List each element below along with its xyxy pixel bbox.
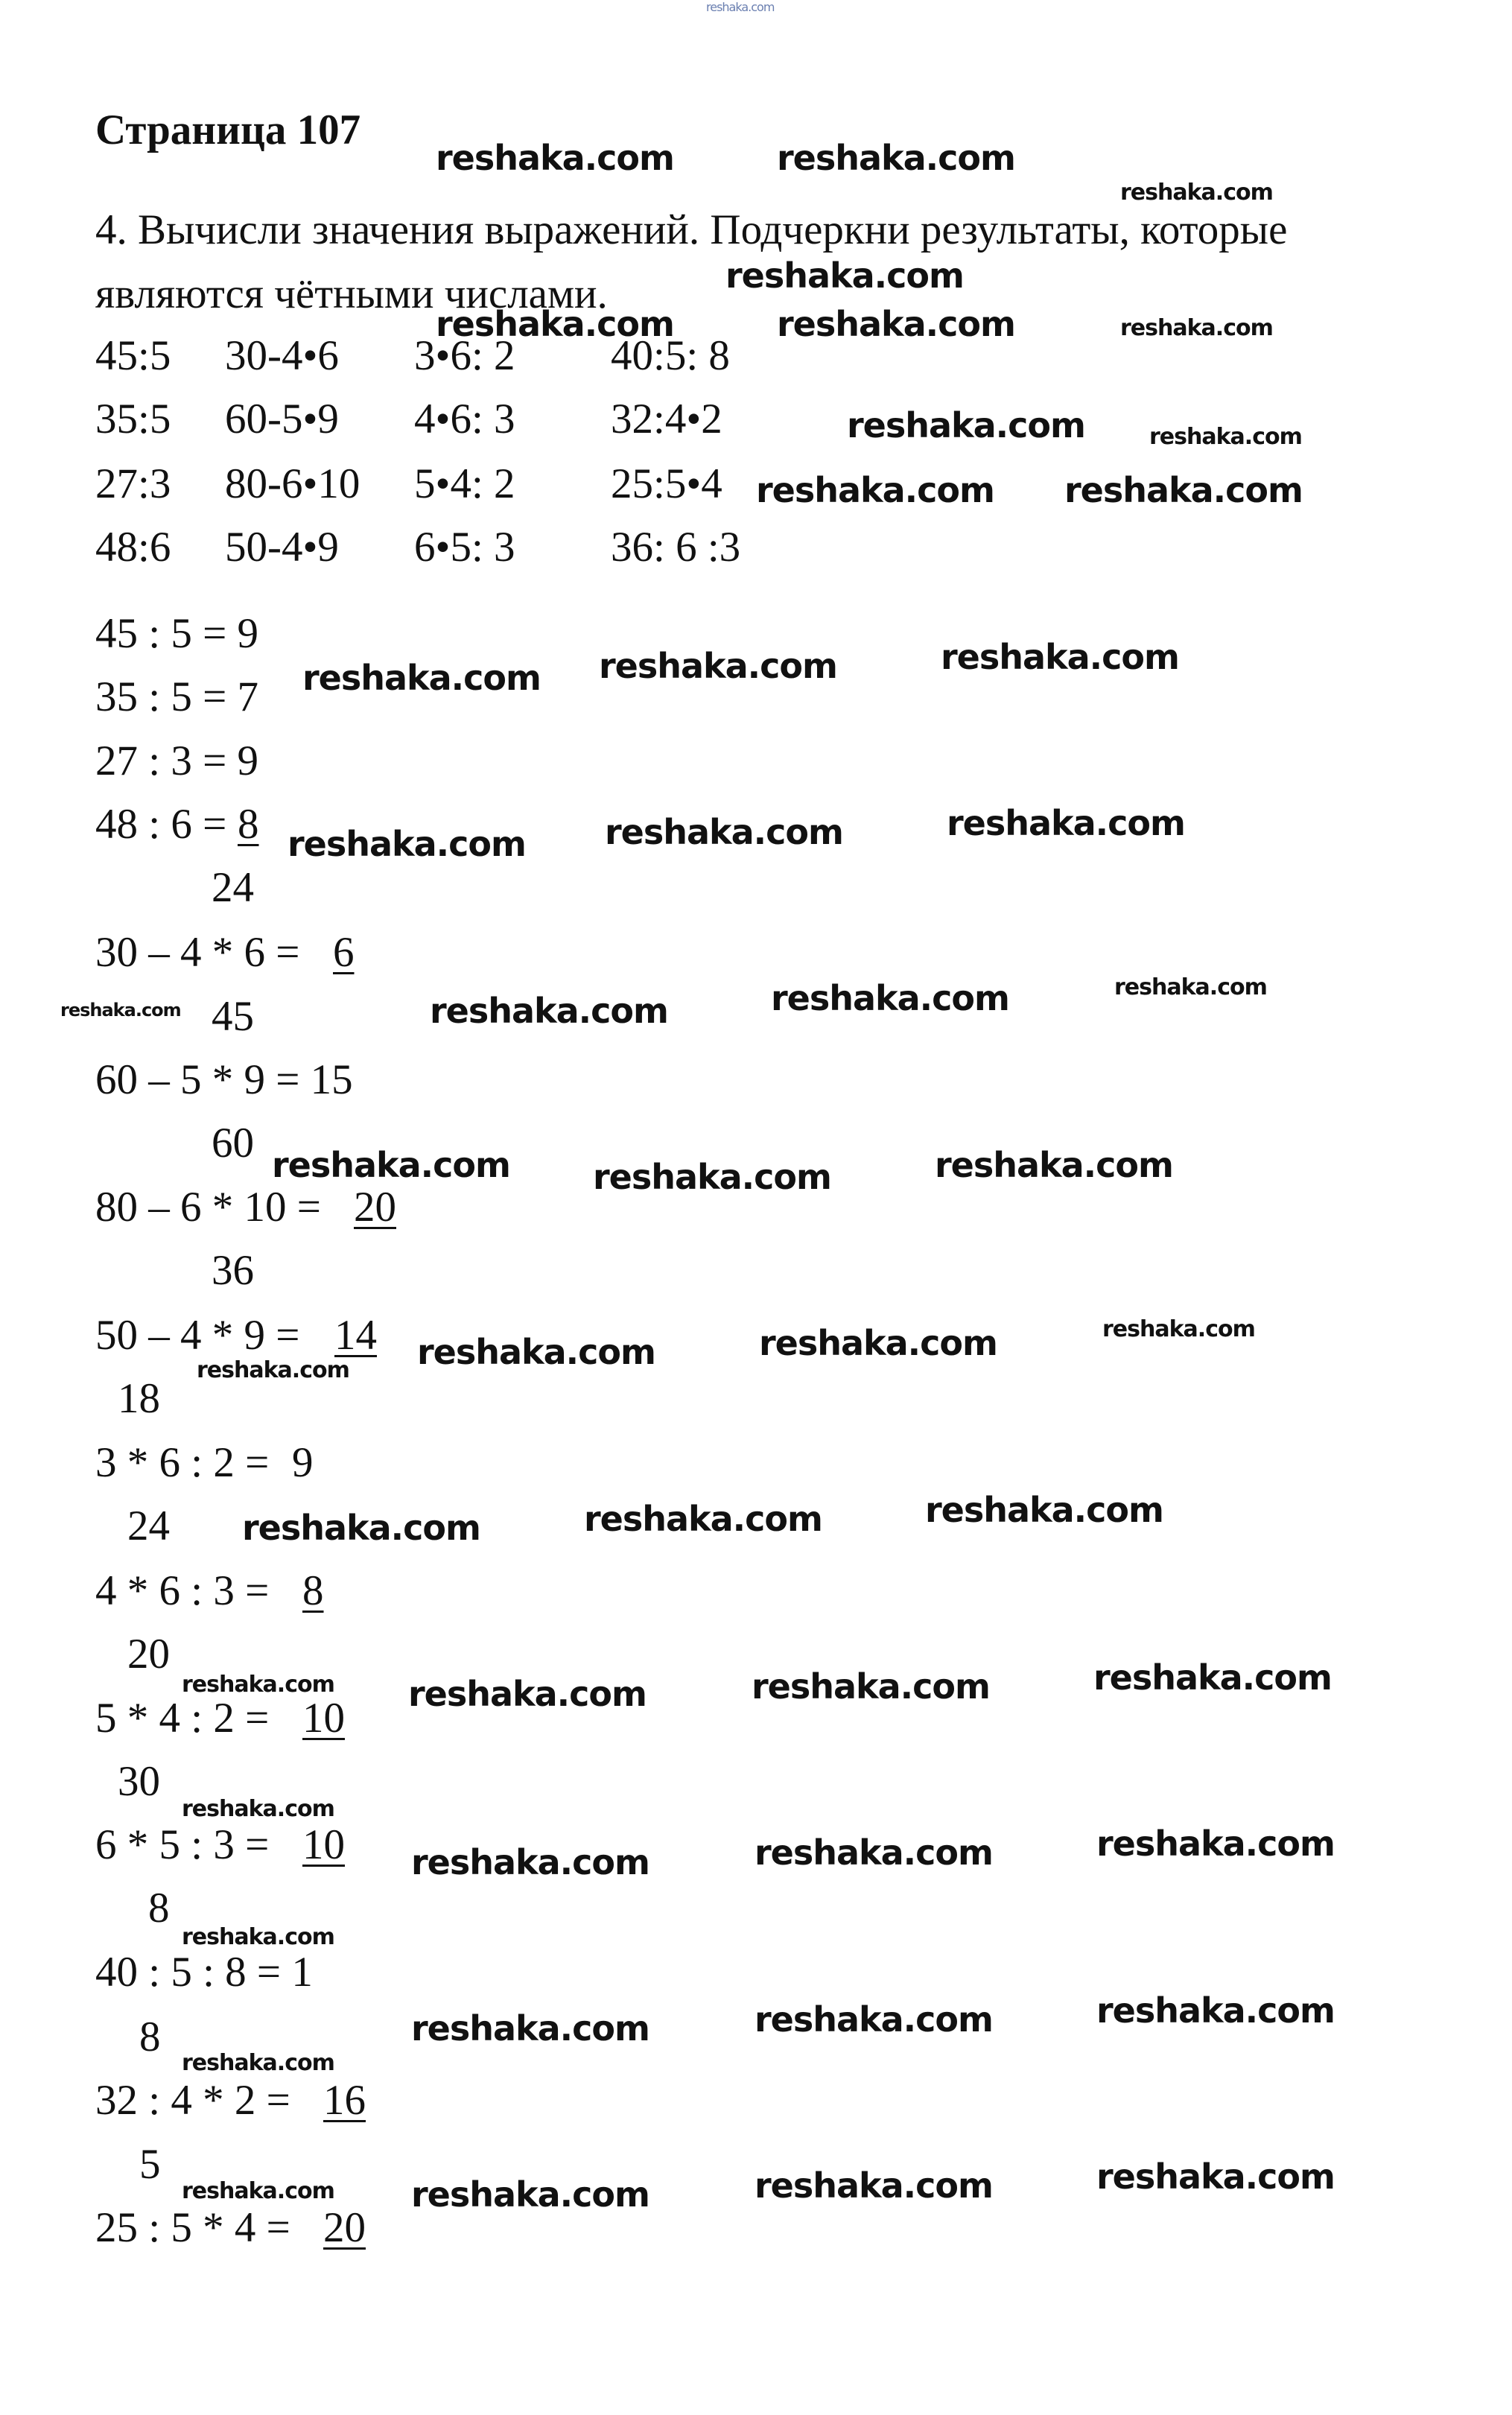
solution-expression: 5 * 4 : 2 = — [95, 1695, 280, 1742]
watermark-text: reshaka.com — [725, 256, 964, 296]
watermark-text: reshaka.com — [947, 803, 1185, 843]
watermark-text: reshaka.com — [1120, 180, 1273, 206]
watermark-text: reshaka.com — [411, 2008, 649, 2049]
watermark-text: reshaka.com — [759, 1323, 997, 1363]
watermark-text: reshaka.com — [706, 0, 775, 14]
watermark-text: reshaka.com — [777, 304, 1015, 344]
watermark-text: reshaka.com — [436, 304, 674, 344]
expression-cell: 25:5•4 — [611, 460, 722, 507]
solution-expression: 32 : 4 * 2 = — [95, 2077, 301, 2124]
underlined-answer: 6 — [333, 929, 355, 976]
intermediate-result: 36 — [212, 1247, 254, 1294]
underlined-answer: 20 — [354, 1184, 396, 1231]
watermark-text: reshaka.com — [1064, 470, 1303, 510]
solution-expression: 80 – 6 * 10 = — [95, 1184, 332, 1231]
watermark-text: reshaka.com — [182, 1672, 334, 1698]
watermark-text: reshaka.com — [847, 405, 1085, 445]
solution-expression: 6 * 5 : 3 = — [95, 1821, 280, 1868]
answer: 9 — [292, 1439, 314, 1486]
expression-cell: 40:5: 8 — [611, 332, 730, 379]
intermediate-result: 24 — [212, 864, 254, 911]
watermark-text: reshaka.com — [182, 1924, 334, 1950]
watermark-text: reshaka.com — [605, 812, 843, 852]
watermark-text: reshaka.com — [272, 1145, 510, 1185]
watermark-text: reshaka.com — [593, 1157, 831, 1197]
solution-expression: 35 : 5 = 7 — [95, 673, 258, 720]
task-text-line1: 4. Вычисли значения выражений. Подчеркни результаты, которые — [95, 206, 1288, 253]
expression-cell: 48:6 — [95, 524, 171, 571]
expression-cell: 60-5•9 — [225, 396, 339, 442]
watermark-text: reshaka.com — [411, 1842, 649, 1882]
watermark-text: reshaka.com — [755, 1999, 993, 2040]
expression-cell: 4•6: 3 — [414, 396, 515, 442]
watermark-text: reshaka.com — [599, 646, 837, 686]
watermark-text: reshaka.com — [752, 1666, 990, 1707]
watermark-text: reshaka.com — [182, 1796, 334, 1822]
task-text-line2: являются чётными числами. — [95, 270, 608, 317]
intermediate-result: 20 — [127, 1631, 170, 1678]
underlined-answer: 10 — [302, 1821, 345, 1868]
expression-cell: 50-4•9 — [225, 524, 339, 571]
expression-cell: 45:5 — [95, 332, 171, 379]
solution-expression: 30 – 4 * 6 = — [95, 929, 311, 976]
watermark-text: reshaka.com — [197, 1357, 349, 1383]
watermark-text: reshaka.com — [288, 824, 526, 864]
watermark-text: reshaka.com — [771, 978, 1009, 1018]
watermark-text: reshaka.com — [417, 1332, 655, 1372]
watermark-text: reshaka.com — [1096, 1990, 1335, 2031]
intermediate-result: 30 — [118, 1758, 160, 1805]
watermark-text: reshaka.com — [430, 991, 668, 1031]
underlined-answer: 8 — [238, 801, 259, 848]
watermark-text: reshaka.com — [302, 658, 541, 698]
watermark-text: reshaka.com — [1149, 424, 1302, 450]
intermediate-result: 8 — [148, 1885, 170, 1932]
watermark-text: reshaka.com — [1096, 2157, 1335, 2197]
solution-expression: 50 – 4 * 9 = — [95, 1312, 311, 1359]
watermark-text: reshaka.com — [182, 2178, 334, 2204]
underlined-answer: 8 — [302, 1567, 324, 1614]
expression-cell: 32:4•2 — [611, 396, 722, 442]
watermark-text: reshaka.com — [1114, 974, 1267, 1000]
expression-cell: 80-6•10 — [225, 460, 360, 507]
intermediate-result: 24 — [127, 1502, 170, 1549]
intermediate-result: 45 — [212, 993, 254, 1040]
solution-expression: 25 : 5 * 4 = — [95, 2204, 301, 2251]
watermark-text: reshaka.com — [436, 138, 674, 178]
solution-expression: 45 : 5 = 9 — [95, 610, 258, 657]
intermediate-result: 60 — [212, 1120, 254, 1167]
watermark-text: reshaka.com — [777, 138, 1015, 178]
expression-cell: 6•5: 3 — [414, 524, 515, 571]
watermark-text: reshaka.com — [182, 2050, 334, 2076]
solution-expression: 48 : 6 = — [95, 801, 238, 848]
watermark-text: reshaka.com — [411, 2174, 649, 2215]
expression-cell: 5•4: 2 — [414, 460, 515, 507]
underlined-answer: 16 — [323, 2077, 366, 2124]
watermark-text: reshaka.com — [408, 1674, 647, 1714]
watermark-text: reshaka.com — [242, 1508, 480, 1548]
solution-expression: 40 : 5 : 8 = 1 — [95, 1949, 313, 1996]
watermark-text: reshaka.com — [1102, 1316, 1255, 1342]
watermark-text: reshaka.com — [60, 1000, 181, 1021]
solution-expression: 27 : 3 = 9 — [95, 737, 258, 784]
page-title: Страница 107 — [95, 107, 361, 153]
watermark-text: reshaka.com — [1096, 1824, 1335, 1864]
expression-cell: 27:3 — [95, 460, 171, 507]
watermark-text: reshaka.com — [755, 2165, 993, 2206]
solution-expression: 4 * 6 : 3 = — [95, 1567, 280, 1614]
expression-cell: 30-4•6 — [225, 332, 339, 379]
watermark-text: reshaka.com — [941, 637, 1179, 677]
solution-expression: 3 * 6 : 2 = — [95, 1439, 280, 1486]
expression-cell: 35:5 — [95, 396, 171, 442]
watermark-text: reshaka.com — [756, 470, 994, 510]
watermark-text: reshaka.com — [1120, 315, 1273, 341]
underlined-answer: 20 — [323, 2204, 366, 2251]
underlined-answer: 14 — [334, 1312, 377, 1359]
watermark-text: reshaka.com — [925, 1490, 1163, 1530]
watermark-text: reshaka.com — [1093, 1657, 1332, 1698]
solution-expression: 60 – 5 * 9 = 15 — [95, 1056, 353, 1103]
intermediate-result: 5 — [139, 2141, 161, 2188]
underlined-answer: 10 — [302, 1695, 345, 1742]
intermediate-result: 8 — [139, 2013, 161, 2060]
watermark-text: reshaka.com — [584, 1499, 822, 1539]
expression-cell: 3•6: 2 — [414, 332, 515, 379]
expression-cell: 36: 6 :3 — [611, 524, 741, 571]
intermediate-result: 18 — [118, 1375, 160, 1422]
watermark-text: reshaka.com — [755, 1832, 993, 1873]
watermark-text: reshaka.com — [935, 1145, 1173, 1185]
